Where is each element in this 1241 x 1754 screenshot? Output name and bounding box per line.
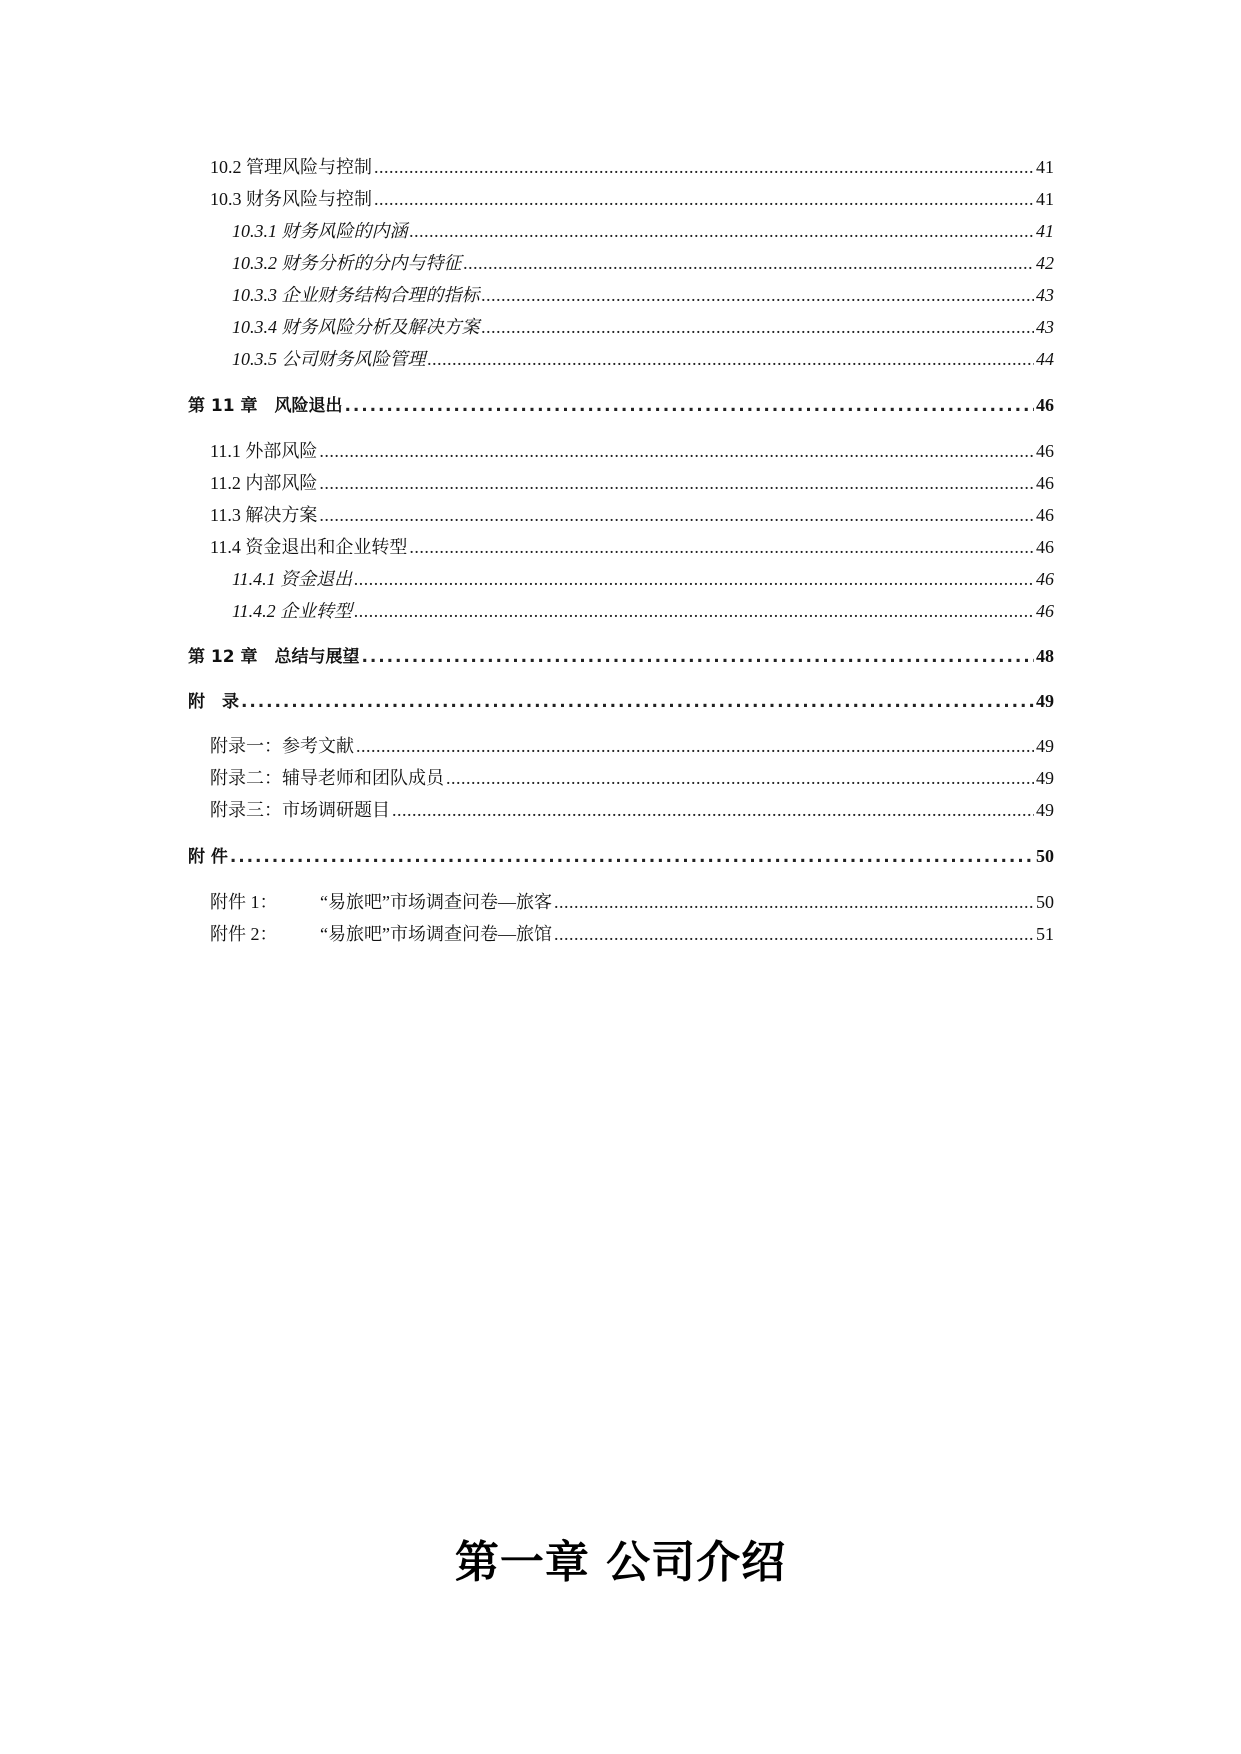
toc-entry[interactable]: [232, 568, 1054, 590]
attachment-title: “易旅吧”市场调查问卷—旅馆: [320, 924, 552, 944]
toc-entry-label: 11.3 解决方案: [210, 505, 318, 525]
toc-entry-page: 51: [1036, 924, 1054, 944]
toc-entry-label: 11.4 资金退出和企业转型: [210, 537, 408, 557]
toc-entry[interactable]: [210, 188, 1054, 210]
toc-entry-page: 49: [1036, 691, 1054, 711]
toc-entry-page: 49: [1036, 736, 1054, 756]
toc-entry-page: 50: [1036, 846, 1054, 866]
toc-entry-label: 11.4.1 资金退出: [232, 569, 353, 589]
toc-entry[interactable]: [232, 600, 1054, 622]
toc-entry-label: 10.3.5 公司财务风险管理: [232, 349, 426, 369]
toc-entry-page: 41: [1036, 189, 1054, 209]
toc-dot-leader: [446, 767, 1034, 789]
toc-entry-label: 10.3.1 财务风险的内涵: [232, 221, 408, 241]
toc-entry[interactable]: [210, 504, 1054, 526]
toc-entry-label: 第 12 章 总结与展望: [188, 647, 360, 667]
toc-dot-leader: [482, 316, 1035, 338]
toc-entry-page: 46: [1036, 473, 1054, 493]
toc-dot-leader: [410, 220, 1035, 242]
toc-dot-leader: [362, 646, 1035, 668]
toc-entry-page: 46: [1036, 505, 1054, 525]
toc-dot-leader: [409, 536, 1034, 558]
toc-dot-leader: [392, 799, 1034, 821]
toc-entry-page: 46: [1036, 441, 1054, 461]
toc-entry[interactable]: [210, 536, 1054, 558]
toc-dot-leader: [374, 156, 1034, 178]
toc-dot-leader: [482, 284, 1035, 306]
toc-entry-page: 43: [1036, 317, 1054, 337]
toc-entry-label: 10.3 财务风险与控制: [210, 189, 372, 209]
toc-dot-leader: [319, 504, 1034, 526]
toc-entry[interactable]: [210, 767, 1054, 789]
toc-entry[interactable]: [210, 440, 1054, 462]
toc-entry-page: 48: [1036, 646, 1054, 666]
toc-entry-page: 41: [1036, 221, 1054, 241]
toc-dot-leader: [356, 735, 1034, 757]
toc-dot-leader: [554, 891, 1034, 913]
chapter-heading: 第一章 公司介绍: [454, 1537, 787, 1588]
toc-entry[interactable]: [210, 891, 1054, 913]
toc-chapter-entry[interactable]: [188, 645, 1054, 667]
toc-dot-leader: [319, 440, 1034, 462]
attachment-number: 附件 2：: [210, 924, 278, 944]
toc-dot-leader: [428, 348, 1035, 370]
toc-chapter-entry[interactable]: [188, 690, 1054, 712]
attachment-title: “易旅吧”市场调查问卷—旅客: [320, 892, 552, 912]
toc-dot-leader: [354, 600, 1034, 622]
toc-entry-label: 附录一：参考文献: [210, 736, 354, 756]
toc-entry[interactable]: [232, 252, 1054, 274]
toc-entry[interactable]: [232, 348, 1054, 370]
toc-entry-label: 附录二：辅导老师和团队成员: [210, 768, 444, 788]
toc-entry-label: 附录三：市场调研题目: [210, 800, 390, 820]
toc-entry-label: 10.3.2 财务分析的分内与特征: [232, 253, 462, 273]
toc-entry[interactable]: [210, 735, 1054, 757]
toc-entry[interactable]: [210, 923, 1054, 945]
toc-dot-leader: [374, 188, 1034, 210]
toc-entry-page: 43: [1036, 285, 1054, 305]
toc-entry-label: 附 件: [188, 847, 228, 867]
attachment-number: 附件 1：: [210, 892, 278, 912]
toc-entry-label: 10.2 管理风险与控制: [210, 157, 372, 177]
toc-entry-page: 46: [1036, 569, 1054, 589]
toc-entry[interactable]: [232, 316, 1054, 338]
toc-dot-leader: [554, 923, 1034, 945]
toc-entry-page: 42: [1036, 253, 1054, 273]
toc-entry-label: 11.4.2 企业转型: [232, 601, 353, 621]
toc-entry-label: 附 录: [188, 692, 239, 712]
toc-entry-page: 46: [1036, 601, 1054, 621]
toc-entry-label: 11.2 内部风险: [210, 473, 318, 493]
toc-chapter-entry[interactable]: [188, 845, 1054, 867]
toc-entry-label: 10.3.4 财务风险分析及解决方案: [232, 317, 480, 337]
toc-entry[interactable]: [232, 220, 1054, 242]
toc-chapter-entry[interactable]: [188, 394, 1054, 416]
toc-entry-page: 49: [1036, 800, 1054, 820]
toc-entry-page: 50: [1036, 892, 1054, 912]
toc-entry[interactable]: [210, 472, 1054, 494]
toc-entry-page: 44: [1036, 349, 1054, 369]
toc-entry[interactable]: [232, 284, 1054, 306]
toc-dot-leader: [319, 472, 1034, 494]
toc-entry-page: 46: [1036, 537, 1054, 557]
toc-entry-label: 10.3.3 企业财务结构合理的指标: [232, 285, 480, 305]
toc-dot-leader: [345, 395, 1035, 417]
toc-dot-leader: [230, 846, 1034, 868]
toc-entry-label: 第 11 章 风险退出: [188, 396, 343, 416]
toc-dot-leader: [464, 252, 1035, 274]
toc-entry-page: 46: [1036, 395, 1054, 415]
toc-entry-label: 11.1 外部风险: [210, 441, 318, 461]
toc-dot-leader: [354, 568, 1034, 590]
toc-entry-page: 41: [1036, 157, 1054, 177]
toc-entry-page: 49: [1036, 768, 1054, 788]
toc-entry-label: [210, 891, 552, 913]
toc-entry[interactable]: [210, 156, 1054, 178]
toc-entry[interactable]: [210, 799, 1054, 821]
toc-dot-leader: [241, 691, 1034, 713]
toc-entry-label: [210, 923, 552, 945]
